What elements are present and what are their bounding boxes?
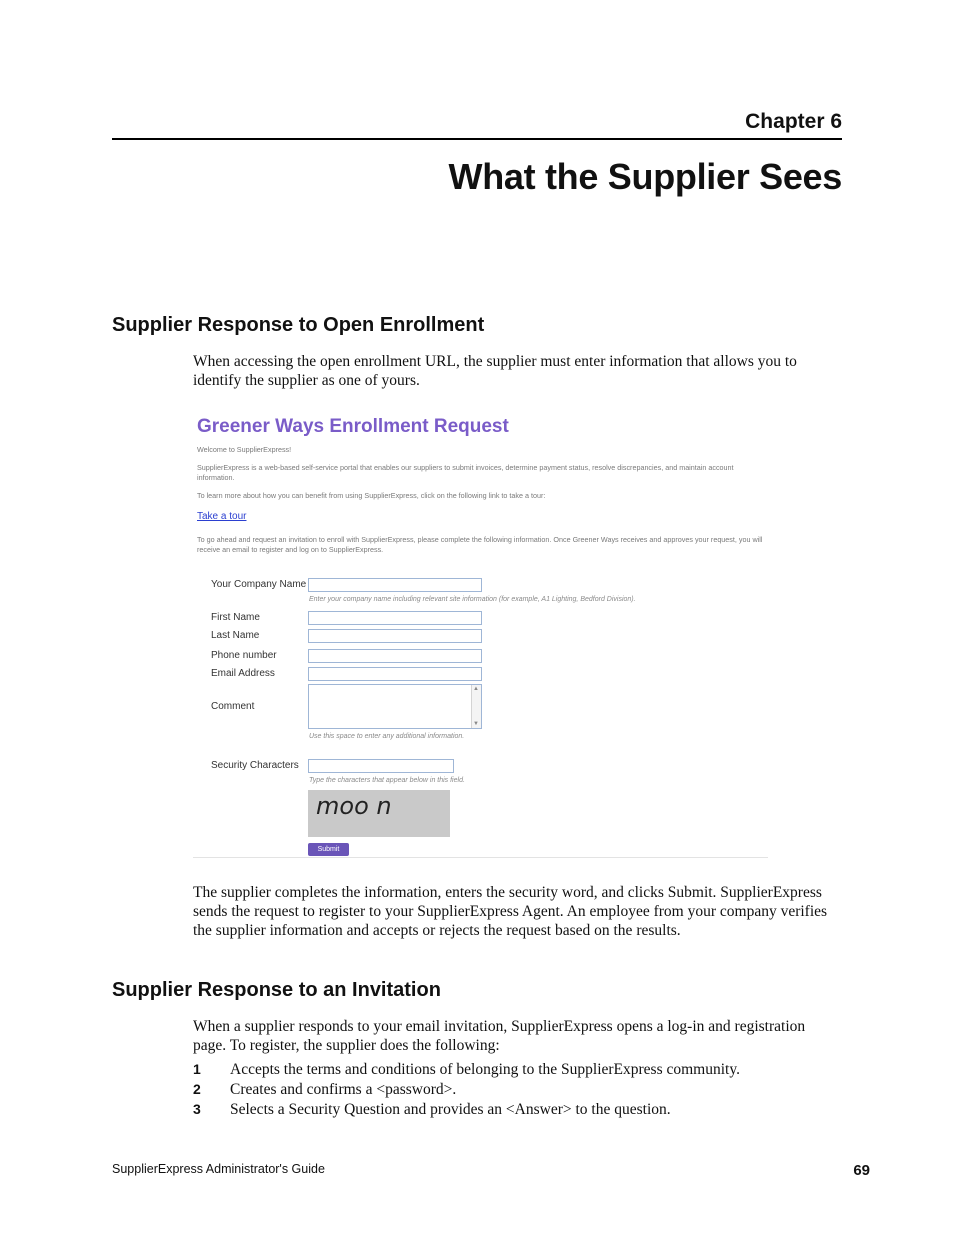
step-text: Selects a Security Question and provides an <Answer> to the question. [230, 1101, 671, 1118]
company-name-hint: Enter your company name including relevant site information (for example, A1 Lighting, Bedford Division). [309, 596, 636, 603]
security-characters-hint: Type the characters that appear below in this field. [309, 777, 465, 784]
captcha-image [308, 790, 450, 837]
screenshot-welcome: Welcome to SupplierExpress! [197, 445, 292, 454]
phone-number-input[interactable] [308, 649, 482, 663]
comment-label: Comment [211, 701, 255, 712]
step-number: 1 [193, 1061, 201, 1077]
section-open-enrollment-after: The supplier completes the information, enters the security word, and clicks Submit. SupplierExpress sends the request to register to your SupplierExpress Agent. An employee from your company verifies the supplier information and accepts or rejects the request based on the results. [193, 884, 828, 939]
chapter-label: Chapter 6 [745, 110, 842, 133]
comment-hint: Use this space to enter any additional information. [309, 733, 465, 740]
phone-number-label: Phone number [211, 650, 277, 661]
company-name-label: Your Company Name [211, 579, 307, 590]
chapter-title: What the Supplier Sees [448, 156, 842, 197]
enrollment-request-screenshot [193, 408, 768, 858]
section-open-enrollment-intro: When accessing the open enrollment URL, the supplier must enter information that allows you to identify the supplier as one of yours. [193, 353, 797, 389]
scroll-up-icon[interactable]: ▲ [473, 686, 479, 692]
take-a-tour-link[interactable]: Take a tour [197, 511, 247, 522]
section-heading-open-enrollment: Supplier Response to Open Enrollment [112, 314, 485, 336]
footer-guide-title: SupplierExpress Administrator's Guide [112, 1162, 325, 1176]
first-name-label: First Name [211, 612, 260, 623]
step-number: 2 [193, 1081, 201, 1097]
screenshot-description: SupplierExpress is a web-based self-service portal that enables our suppliers to submit invoices, determine payment status, resolve discrepancies, and maintain account information. [197, 463, 734, 482]
step-number: 3 [193, 1101, 201, 1117]
list-item [193, 1101, 838, 1121]
step-text: Accepts the terms and conditions of belonging to the SupplierExpress community. [230, 1061, 740, 1078]
section-invitation-intro: When a supplier responds to your email invitation, SupplierExpress opens a log-in and registration page. To register, the supplier does the following: [193, 1018, 806, 1054]
comment-textarea[interactable] [308, 684, 482, 729]
list-item [193, 1061, 838, 1081]
company-name-input[interactable] [308, 578, 482, 592]
page-number: 69 [853, 1162, 870, 1179]
screenshot-learn-more: To learn more about how you can benefit from using SupplierExpress, click on the following link to take a tour: [197, 491, 546, 500]
screenshot-go-ahead: To go ahead and request an invitation to enroll with SupplierExpress, please complete the following information. Once Greener Ways receives and approves your request, you will receive an email to register and log on to SupplierExpress. [197, 535, 763, 554]
steps-list [193, 1061, 838, 1121]
last-name-input[interactable] [308, 629, 482, 643]
email-address-input[interactable] [308, 667, 482, 681]
figure-bottom-rule [193, 857, 768, 858]
list-item [193, 1081, 838, 1101]
first-name-input[interactable] [308, 611, 482, 625]
last-name-label: Last Name [211, 630, 260, 641]
comment-scrollbar[interactable] [471, 685, 481, 728]
submit-button[interactable]: Submit [308, 843, 349, 856]
section-heading-invitation: Supplier Response to an Invitation [112, 979, 441, 1001]
scroll-down-icon[interactable]: ▼ [473, 721, 479, 727]
captcha-text: moo n [316, 792, 392, 820]
security-characters-label: Security Characters [211, 760, 299, 771]
screenshot-title: Greener Ways Enrollment Request [197, 416, 509, 437]
step-text: Creates and confirms a <password>. [230, 1081, 457, 1098]
email-address-label: Email Address [211, 668, 275, 679]
chapter-divider [112, 138, 842, 140]
security-characters-input[interactable] [308, 759, 454, 773]
